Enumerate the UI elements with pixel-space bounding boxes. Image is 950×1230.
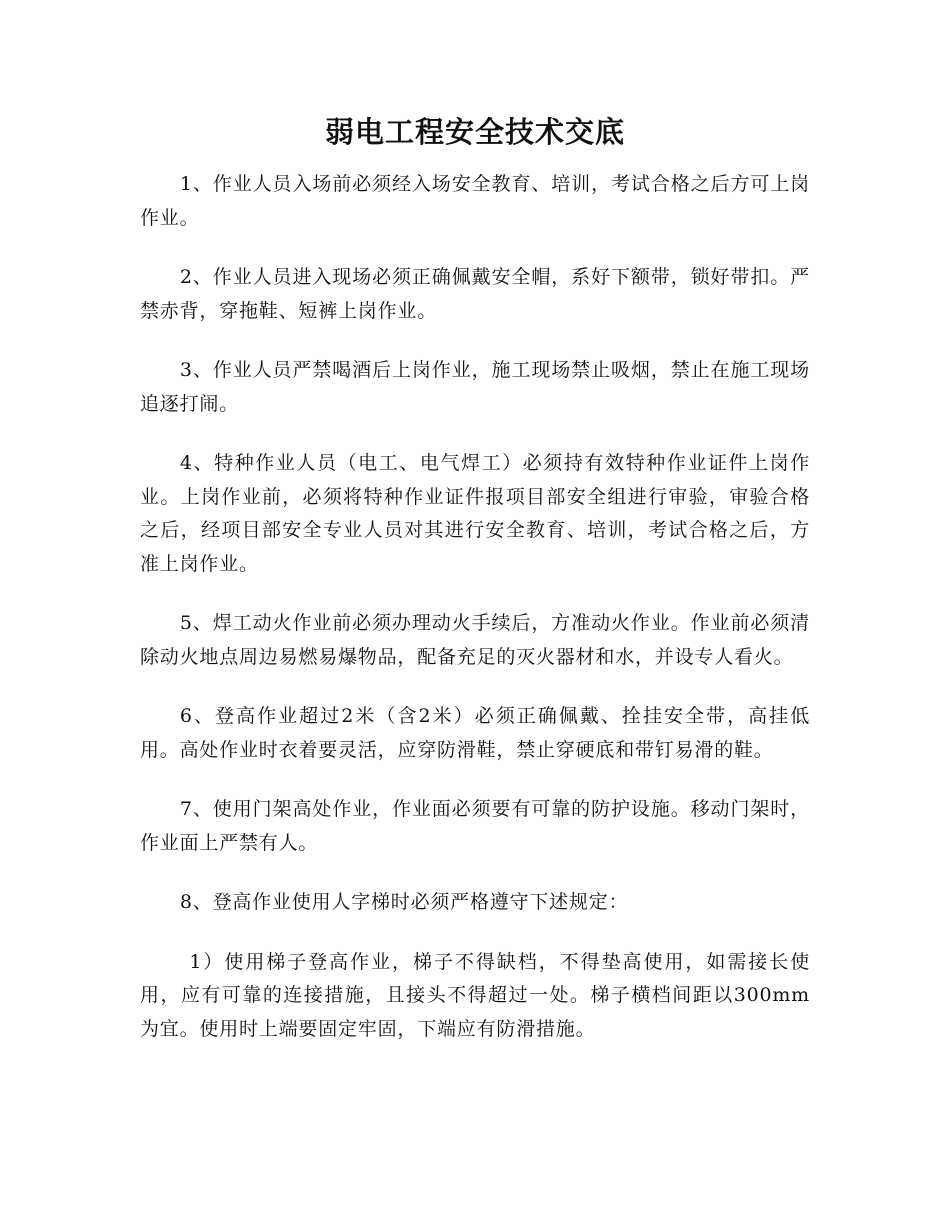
paragraph-4: 4、特种作业人员（电工、电气焊工）必须持有效特种作业证件上岗作业。上岗作业前，必须将特种作业证件报项目部安全组进行审验，审验合格之后，经项目部安全专业人员对其进行安全教育、培训，考试合格之后，方准上岗作业。 xyxy=(140,452,810,575)
document-title: 弱电工程安全技术交底 xyxy=(324,115,625,149)
paragraph-1: 1、作业人员入场前必须经入场安全教育、培训，考试合格之后方可上岗作业。 xyxy=(140,173,810,229)
paragraph-7: 7、使用门架高处作业，作业面必须要有可靠的防护设施。移动门架时，作业面上严禁有人。 xyxy=(140,798,810,854)
paragraph-8-item-1: 1）使用梯子登高作业，梯子不得缺档，不得垫高使用，如需接长使用，应有可靠的连接措施，且接头不得超过一处。梯子横档间距以300mm为宜。使用时上端要固定牢固，下端应有防滑措施。 xyxy=(140,950,810,1040)
paragraph-5: 5、焊工动火作业前必须办理动火手续后，方准动火作业。作业前必须清除动火地点周边易燃易爆物品，配备充足的灭火器材和水，并设专人看火。 xyxy=(140,612,810,668)
paragraph-3: 3、作业人员严禁喝酒后上岗作业，施工现场禁止吸烟，禁止在施工现场追逐打闹。 xyxy=(140,359,810,415)
paragraph-6: 6、登高作业超过2米（含2米）必须正确佩戴、拴挂安全带，高挂低用。高处作业时衣着要灵活，应穿防滑鞋，禁止穿硬底和带钉易滑的鞋。 xyxy=(140,705,810,761)
paragraph-2: 2、作业人员进入现场必须正确佩戴安全帽，系好下额带，锁好带扣。严禁赤背，穿拖鞋、短裤上岗作业。 xyxy=(140,266,810,322)
paragraph-8: 8、登高作业使用人字梯时必须严格遵守下述规定： xyxy=(179,891,629,913)
document-body xyxy=(140,168,810,1072)
